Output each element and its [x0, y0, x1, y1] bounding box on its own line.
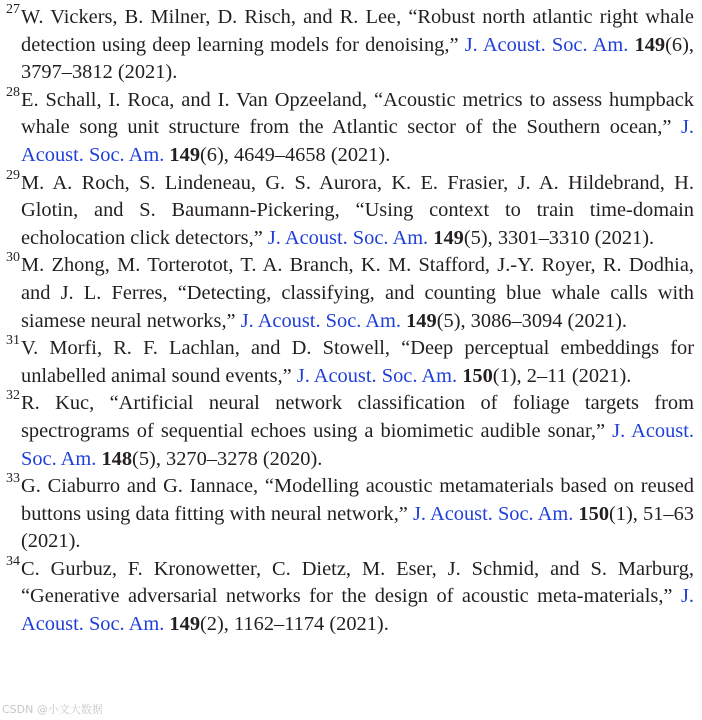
reference-text: E. Schall, I. Roca, and I. Van Opzeeland, “Acoustic metrics to assess humpback whale song unit structure from the Atlantic sector of the Southern ocean,”: [21, 88, 694, 139]
reference-text: M. A. Roch, S. Lindeneau, G. S. Aurora, K. E. Frasier, J. A. Hildebrand, H. Glotin, and S. Baumann-Pickering, “Using context to train time-domain echolocation click detectors,”: [21, 171, 694, 249]
reference-text: M. Zhong, M. Torterotot, T. A. Branch, K. M. Stafford, J.-Y. Royer, R. Dodhia, and J. L. Ferres, “Detecting, classifying, and counting blue whale calls with siamese neural networks,”: [21, 254, 694, 332]
reference-item-34: [6, 553, 694, 639]
reference-item-32: [6, 390, 694, 473]
journal-link[interactable]: J. Acoust. Soc. Am.: [412, 502, 574, 525]
reference-text: G. Ciaburro and G. Iannace, “Modelling acoustic metamaterials based on reused buttons using data fitting with neural network,”: [21, 475, 694, 525]
watermark-text: CSDN @小文大数据: [2, 703, 103, 716]
reference-number: 32: [6, 388, 20, 404]
reference-rest: (2), 1162–1174 (2021).: [200, 613, 389, 636]
reference-number: 29: [6, 167, 20, 183]
reference-number: 33: [6, 471, 20, 487]
journal-link[interactable]: J. Acoust. Soc. Am.: [296, 364, 458, 387]
reference-item-33: [6, 473, 694, 556]
reference-number: 34: [6, 553, 20, 569]
reference-volume: 149: [169, 613, 201, 636]
reference-rest: (1), 51–63 (2021).: [21, 502, 694, 553]
reference-volume: 149: [433, 226, 464, 249]
reference-text: W. Vickers, B. Milner, D. Risch, and R. Lee, “Robust north atlantic right whale detection using deep learning models for denoising,”: [21, 6, 694, 56]
reference-item-27: [6, 4, 694, 87]
reference-number: 31: [6, 333, 20, 349]
journal-link[interactable]: J. Acoust. Soc. Am.: [240, 309, 401, 332]
reference-text: R. Kuc, “Artificial neural network classification of foliage targets from spectrograms of sequential echoes using a biomimetic audible sonar,”: [21, 392, 694, 442]
journal-link[interactable]: J. Acoust. Soc. Am.: [21, 585, 694, 636]
reference-item-28: [6, 84, 694, 170]
reference-list: [6, 4, 694, 639]
reference-rest: (5), 3301–3310 (2021).: [463, 226, 655, 249]
reference-rest: (5), 3086–3094 (2021).: [436, 309, 627, 332]
journal-link[interactable]: J. Acoust. Soc. Am.: [21, 419, 694, 470]
reference-number: 30: [6, 250, 20, 266]
reference-rest: (1), 2–11 (2021).: [492, 364, 632, 387]
reference-volume: 150: [462, 364, 493, 387]
reference-item-30: [6, 252, 694, 335]
reference-text: C. Gurbuz, F. Kronowetter, C. Dietz, M. Eser, J. Schmid, and S. Marburg, “Generative adversarial networks for the design of acoustic meta-materials,”: [21, 557, 694, 608]
reference-rest: (5), 3270–3278 (2020).: [132, 447, 323, 470]
reference-item-29: [6, 167, 694, 253]
reference-number: 27: [6, 2, 20, 17]
journal-link[interactable]: J. Acoust. Soc. Am.: [267, 226, 429, 249]
reference-volume: 148: [101, 447, 133, 470]
reference-volume: 149: [634, 33, 666, 56]
reference-volume: 149: [169, 143, 201, 166]
reference-text: V. Morfi, R. F. Lachlan, and D. Stowell, “Deep perceptual embeddings for unlabelled animal sound events,”: [21, 337, 694, 387]
reference-number: 28: [6, 84, 20, 100]
journal-link[interactable]: J. Acoust. Soc. Am.: [21, 116, 694, 166]
reference-rest: (6), 4649–4658 (2021).: [200, 143, 391, 166]
journal-link[interactable]: J. Acoust. Soc. Am.: [464, 33, 629, 56]
reference-rest: (6), 3797–3812 (2021).: [21, 33, 694, 84]
reference-volume: 150: [578, 502, 610, 525]
reference-item-31: [6, 335, 694, 390]
reference-volume: 149: [406, 309, 437, 332]
